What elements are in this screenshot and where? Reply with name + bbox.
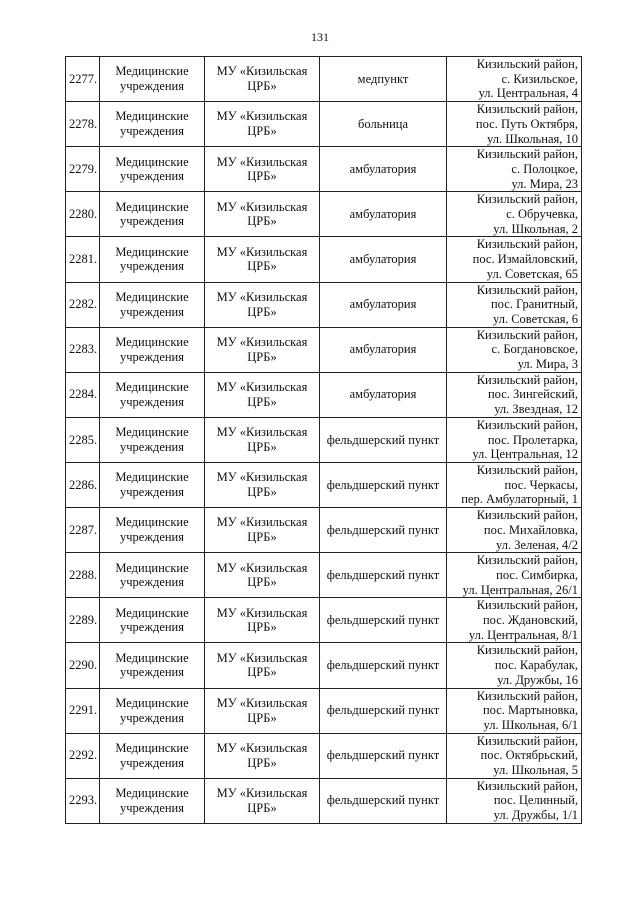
address-line: ул. Дружбы, 1/1 — [493, 808, 578, 823]
table-row — [66, 147, 582, 192]
facility-type-text: амбулатория — [349, 252, 417, 267]
organization-cell — [205, 598, 320, 643]
category-line: Медицинские — [115, 64, 189, 79]
category-line: учреждения — [119, 530, 184, 545]
row-number-text: 2279. — [69, 161, 98, 176]
table-row — [66, 688, 582, 733]
category-line: учреждения — [119, 620, 184, 635]
table-row — [66, 733, 582, 778]
organization-cell — [205, 282, 320, 327]
row-number — [66, 598, 100, 643]
address-line: ул. Советская, 6 — [493, 311, 578, 326]
organization-line: МУ «Кизильская — [216, 244, 308, 259]
category-line: учреждения — [119, 79, 184, 94]
organization-cell — [205, 102, 320, 147]
address-line: Кизильский район, — [476, 327, 578, 342]
table-row — [66, 57, 582, 102]
category-line: Медицинские — [115, 109, 189, 124]
category-cell — [100, 462, 205, 507]
organization-line: МУ «Кизильская — [216, 470, 308, 485]
address-line: Кизильский район, — [476, 237, 578, 252]
organization-line: МУ «Кизильская — [216, 560, 308, 575]
row-number — [66, 462, 100, 507]
address-line: пос. Путь Октября, — [475, 116, 578, 131]
table-row — [66, 462, 582, 507]
row-number — [66, 192, 100, 237]
address-line: пос. Измайловский, — [472, 252, 578, 267]
address-line: пос. Симбирка, — [496, 567, 578, 582]
row-number — [66, 688, 100, 733]
row-number — [66, 282, 100, 327]
category-line: учреждения — [119, 575, 184, 590]
organization-line: ЦРБ» — [247, 169, 277, 184]
row-number-text: 2293. — [69, 793, 98, 808]
address-line: Кизильский район, — [476, 372, 578, 387]
category-line: Медицинские — [115, 605, 189, 620]
facility-type-text: амбулатория — [349, 387, 417, 402]
category-line: Медицинские — [115, 289, 189, 304]
row-number — [66, 778, 100, 823]
facility-type-text: больница — [358, 116, 408, 131]
address-line: ул. Школьная, 2 — [493, 221, 578, 236]
category-line: Медицинские — [115, 199, 189, 214]
row-number-text: 2288. — [69, 567, 98, 582]
organization-cell — [205, 327, 320, 372]
organization-line: ЦРБ» — [247, 124, 277, 139]
address-line: Кизильский район, — [476, 102, 578, 117]
address-cell — [447, 192, 582, 237]
row-number-text: 2290. — [69, 658, 98, 673]
address-line: Кизильский район, — [476, 508, 578, 523]
address-line: с. Богдановское, — [491, 342, 578, 357]
facility-type-cell — [320, 598, 447, 643]
category-line: Медицинские — [115, 244, 189, 259]
organization-line: ЦРБ» — [247, 304, 277, 319]
row-number-text: 2281. — [69, 252, 98, 267]
category-line: учреждения — [119, 124, 184, 139]
category-cell — [100, 508, 205, 553]
organization-line: МУ «Кизильская — [216, 786, 308, 801]
row-number-text: 2284. — [69, 387, 98, 402]
organization-cell — [205, 778, 320, 823]
category-cell — [100, 553, 205, 598]
row-number-text: 2278. — [69, 116, 98, 131]
table-row — [66, 553, 582, 598]
category-line: учреждения — [119, 394, 184, 409]
facility-type-cell — [320, 102, 447, 147]
table-row — [66, 508, 582, 553]
category-line: учреждения — [119, 755, 184, 770]
facility-type-cell — [320, 417, 447, 462]
table-row — [66, 282, 582, 327]
organization-line: МУ «Кизильская — [216, 154, 308, 169]
address-line: ул. Центральная, 8/1 — [468, 627, 578, 642]
facility-type-text: амбулатория — [349, 207, 417, 222]
address-cell — [447, 57, 582, 102]
facility-type-cell — [320, 462, 447, 507]
table-row — [66, 598, 582, 643]
category-cell — [100, 57, 205, 102]
facility-type-text: фельдшерский пункт — [326, 658, 440, 673]
category-cell — [100, 147, 205, 192]
organization-line: ЦРБ» — [247, 710, 277, 725]
organization-cell — [205, 57, 320, 102]
table-row — [66, 237, 582, 282]
category-line: учреждения — [119, 800, 184, 815]
category-line: учреждения — [119, 439, 184, 454]
address-line: с. Кизильское, — [501, 71, 578, 86]
address-line: пос. Пролетарка, — [487, 432, 578, 447]
row-number — [66, 508, 100, 553]
address-line: ул. Звездная, 12 — [494, 402, 578, 417]
organization-cell — [205, 553, 320, 598]
facility-type-cell — [320, 372, 447, 417]
organization-line: МУ «Кизильская — [216, 335, 308, 349]
organization-line: МУ «Кизильская — [216, 515, 308, 530]
row-number — [66, 102, 100, 147]
facility-table — [65, 56, 582, 824]
category-line: Медицинские — [115, 650, 189, 665]
address-line: Кизильский район, — [476, 778, 578, 793]
organization-cell — [205, 688, 320, 733]
address-line: Кизильский район, — [476, 462, 578, 477]
facility-type-text: фельдшерский пункт — [326, 748, 440, 763]
facility-type-text: медпункт — [357, 71, 409, 86]
category-cell — [100, 688, 205, 733]
facility-type-text: амбулатория — [349, 297, 417, 312]
organization-line: МУ «Кизильская — [216, 380, 308, 395]
category-line: учреждения — [119, 485, 184, 500]
organization-line: МУ «Кизильская — [216, 695, 308, 710]
address-line: пер. Амбулаторный, 1 — [461, 492, 578, 507]
address-line: ул. Центральная, 12 — [472, 447, 578, 462]
organization-line: ЦРБ» — [247, 665, 277, 680]
facility-type-text: фельдшерский пункт — [326, 703, 440, 718]
organization-cell — [205, 643, 320, 688]
category-line: учреждения — [119, 169, 184, 184]
row-number — [66, 147, 100, 192]
category-line: учреждения — [119, 214, 184, 229]
address-line: ул. Центральная, 26/1 — [462, 582, 578, 597]
row-number — [66, 417, 100, 462]
address-line: Кизильский район, — [476, 733, 578, 748]
address-line: пос. Карабулак, — [494, 658, 578, 673]
address-line: пос. Ждановский, — [482, 613, 578, 628]
category-cell — [100, 327, 205, 372]
address-line: Кизильский район, — [476, 553, 578, 568]
category-line: Медицинские — [115, 515, 189, 530]
organization-line: МУ «Кизильская — [216, 425, 308, 440]
facility-type-cell — [320, 643, 447, 688]
address-cell — [447, 508, 582, 553]
organization-line: МУ «Кизильская — [216, 199, 308, 214]
organization-line: МУ «Кизильская — [216, 650, 308, 665]
address-line: Кизильский район, — [476, 643, 578, 658]
organization-line: ЦРБ» — [247, 485, 277, 500]
row-number — [66, 372, 100, 417]
category-cell — [100, 598, 205, 643]
address-cell — [447, 778, 582, 823]
row-number-text: 2283. — [69, 342, 98, 357]
row-number — [66, 733, 100, 778]
organization-line: МУ «Кизильская — [216, 289, 308, 304]
address-line: Кизильский район, — [476, 192, 578, 207]
address-line: Кизильский район, — [476, 282, 578, 297]
organization-line: ЦРБ» — [247, 755, 277, 770]
table-row — [66, 192, 582, 237]
organization-line: ЦРБ» — [247, 394, 277, 409]
row-number-text: 2286. — [69, 477, 98, 492]
organization-line: ЦРБ» — [247, 800, 277, 815]
organization-cell — [205, 147, 320, 192]
category-line: учреждения — [119, 710, 184, 725]
facility-type-cell — [320, 327, 447, 372]
address-cell — [447, 598, 582, 643]
address-cell — [447, 462, 582, 507]
address-cell — [447, 237, 582, 282]
category-line: Медицинские — [115, 335, 189, 349]
facility-type-cell — [320, 688, 447, 733]
address-line: с. Обручевка, — [506, 207, 578, 222]
address-cell — [447, 733, 582, 778]
facility-type-cell — [320, 508, 447, 553]
organization-line: ЦРБ» — [247, 530, 277, 545]
address-line: Кизильский район, — [476, 688, 578, 703]
category-cell — [100, 733, 205, 778]
address-line: ул. Дружбы, 16 — [497, 672, 578, 687]
address-cell — [447, 102, 582, 147]
facility-type-text: фельдшерский пункт — [326, 793, 440, 808]
address-cell — [447, 643, 582, 688]
address-cell — [447, 327, 582, 372]
organization-line: ЦРБ» — [247, 575, 277, 590]
address-line: Кизильский район, — [476, 147, 578, 162]
organization-cell — [205, 417, 320, 462]
category-line: учреждения — [119, 665, 184, 680]
row-number — [66, 57, 100, 102]
table-row — [66, 778, 582, 823]
table-body — [66, 57, 582, 824]
address-line: пос. Октябрьский, — [480, 748, 578, 763]
row-number — [66, 237, 100, 282]
category-line: Медицинские — [115, 695, 189, 710]
organization-line: ЦРБ» — [247, 620, 277, 635]
category-cell — [100, 643, 205, 688]
address-line: Кизильский район, — [476, 57, 578, 71]
organization-cell — [205, 237, 320, 282]
category-line: учреждения — [119, 349, 184, 364]
address-cell — [447, 282, 582, 327]
row-number — [66, 643, 100, 688]
address-cell — [447, 688, 582, 733]
row-number — [66, 327, 100, 372]
organization-line: ЦРБ» — [247, 439, 277, 454]
table-row — [66, 327, 582, 372]
table-row — [66, 643, 582, 688]
category-line: Медицинские — [115, 786, 189, 801]
facility-type-text: фельдшерский пункт — [326, 432, 440, 447]
facility-type-cell — [320, 778, 447, 823]
address-line: пос. Михайловка, — [483, 522, 578, 537]
row-number-text: 2289. — [69, 613, 98, 628]
category-cell — [100, 778, 205, 823]
organization-line: ЦРБ» — [247, 349, 277, 364]
address-cell — [447, 372, 582, 417]
category-line: Медицинские — [115, 740, 189, 755]
facility-type-cell — [320, 553, 447, 598]
facility-type-text: фельдшерский пункт — [326, 613, 440, 628]
organization-cell — [205, 462, 320, 507]
address-line: Кизильский район, — [476, 598, 578, 613]
address-cell — [447, 553, 582, 598]
category-line: Медицинские — [115, 560, 189, 575]
category-line: учреждения — [119, 304, 184, 319]
row-number-text: 2287. — [69, 522, 98, 537]
table-row — [66, 417, 582, 462]
organization-line: ЦРБ» — [247, 259, 277, 274]
address-line: пос. Гранитный, — [490, 297, 578, 312]
address-line: пос. Зингейский, — [487, 387, 578, 402]
table-row — [66, 372, 582, 417]
facility-type-text: фельдшерский пункт — [326, 567, 440, 582]
category-cell — [100, 372, 205, 417]
facility-type-text: амбулатория — [349, 161, 417, 176]
facility-type-cell — [320, 57, 447, 102]
row-number — [66, 553, 100, 598]
organization-cell — [205, 733, 320, 778]
category-cell — [100, 417, 205, 462]
address-line: ул. Школьная, 10 — [487, 131, 578, 146]
organization-line: ЦРБ» — [247, 79, 277, 94]
row-number-text: 2291. — [69, 703, 98, 718]
facility-type-cell — [320, 192, 447, 237]
category-cell — [100, 237, 205, 282]
facility-type-cell — [320, 733, 447, 778]
organization-cell — [205, 508, 320, 553]
address-line: ул. Зеленая, 4/2 — [496, 537, 578, 552]
category-cell — [100, 192, 205, 237]
address-line: Кизильский район, — [476, 417, 578, 432]
address-line: ул. Школьная, 6/1 — [483, 717, 578, 732]
organization-cell — [205, 192, 320, 237]
facility-type-text: амбулатория — [349, 342, 417, 357]
organization-cell — [205, 372, 320, 417]
facility-type-text: фельдшерский пункт — [326, 522, 440, 537]
address-cell — [447, 417, 582, 462]
address-line: ул. Советская, 65 — [486, 266, 578, 281]
category-line: Медицинские — [115, 425, 189, 440]
facility-type-text: фельдшерский пункт — [326, 477, 440, 492]
facility-type-cell — [320, 282, 447, 327]
organization-line: МУ «Кизильская — [216, 605, 308, 620]
address-cell — [447, 147, 582, 192]
organization-line: МУ «Кизильская — [216, 109, 308, 124]
page-number: 131 — [311, 30, 329, 44]
row-number-text: 2285. — [69, 432, 98, 447]
address-line: ул. Мира, 3 — [517, 357, 578, 372]
organization-line: ЦРБ» — [247, 214, 277, 229]
category-line: Медицинские — [115, 470, 189, 485]
row-number-text: 2277. — [69, 71, 98, 86]
facility-type-cell — [320, 147, 447, 192]
organization-line: МУ «Кизильская — [216, 64, 308, 79]
row-number-text: 2292. — [69, 748, 98, 763]
category-line: учреждения — [119, 259, 184, 274]
address-line: пос. Мартыновка, — [482, 703, 578, 718]
table-row — [66, 102, 582, 147]
category-cell — [100, 282, 205, 327]
address-line: ул. Центральная, 4 — [478, 86, 578, 101]
address-line: ул. Школьная, 5 — [493, 763, 578, 778]
address-line: пос. Черкасы, — [504, 477, 578, 492]
address-line: с. Полоцкое, — [511, 161, 578, 176]
category-cell — [100, 102, 205, 147]
row-number-text: 2282. — [69, 297, 98, 312]
category-line: Медицинские — [115, 154, 189, 169]
address-line: пос. Целинный, — [493, 793, 578, 808]
organization-line: МУ «Кизильская — [216, 740, 308, 755]
row-number-text: 2280. — [69, 207, 98, 222]
category-line: Медицинские — [115, 380, 189, 395]
facility-type-cell — [320, 237, 447, 282]
address-line: ул. Мира, 23 — [511, 176, 578, 191]
